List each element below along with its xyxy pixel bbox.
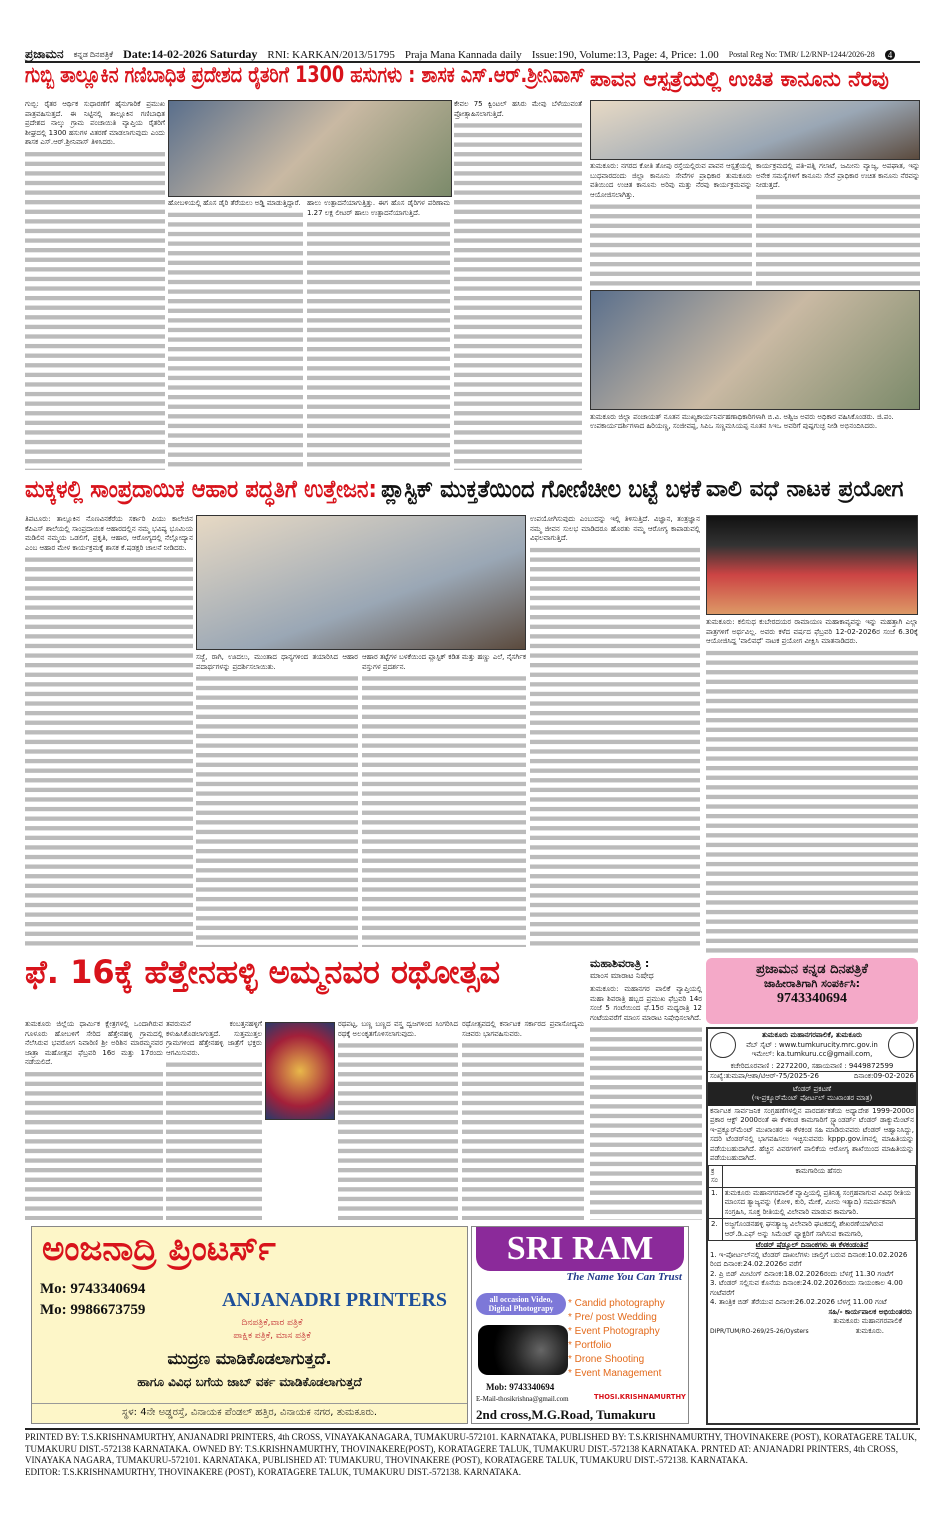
headline-article-1: ಗುಬ್ಬಿ ತಾಲ್ಲೂಕಿನ ಗಣಿಬಾಧಿತ ಪ್ರದೇಶದ ರೈತರಿಗೆ 1300 ಹಸುಗಳು : ಶಾಸಕ ಎಸ್.ಆರ್.ಶ್ರೀನಿವಾಸ್: [25, 63, 586, 88]
article-5-col-2: ತವರುಮನೆ ಕಂಬತ್ತನಹಳ್ಳಿಗೆ ಕಳುಹಿಸಿಕೊಡಲಾಗುತ್ತದೆ. ಸುತ್ತಮುತ್ತಲ ಗ್ರಾಮಗಳಿಂದ ಹೆತ್ತೇನಹಳ್ಳಿ ಜಾತ್ರೆಗೆ ಭಕ್ತರು ಆಗಮಿಸುವರು.: [166, 1020, 262, 1220]
article-1-col-4: ಕೇವಲ 75 ಕ್ವಿಂಟಲ್ ಹಸಿರು ಮೇವು ಬೆಳೆಯುವಂತೆ ಪ್ರೋತ್ಸಾಹಿಸಲಾಗುತ್ತಿದೆ.: [454, 100, 582, 470]
article-3-col-1: ತಿಪಟೂರು: ತಾಲ್ಲೂಕಿನ ನೊಣವಿನಕೆರೆಯ ಸರ್ಕಾರಿ ಪಿಯು ಕಾಲೇಜಿನ ಕೆಪಿಎಸ್ ಶಾಲೆಯಲ್ಲಿ ಸಾಂಪ್ರದಾಯಿಕ ಆಹಾರದಲ್ಲಿನ ನಮ್ಮ ಭವಿಷ್ಯ ಭೂಮಿಯ ಮಡಿಲಿನ ನಮ್ಮಯ ಒಡಲಿಗೆ, ಪ್ರಕೃತಿ, ಆಹಾರ, ಆರೋಗ್ಯದಲ್ಲಿ ನೆಲ್ಲೋದ್ಯಾನ ಎಂಬ ಆಹಾರ ಮೇಳ ಕಾರ್ಯಕ್ರಮಕ್ಕೆ ಶಾಸಕ ಕೆ.ಷಡಕ್ಷರಿ ಚಾಲನೆ ನೀಡಿದರು.: [25, 515, 193, 947]
article-5-col-1: ತುಮಕೂರು ಜಿಲ್ಲೆಯ ಧಾರ್ಮಿಕ ಕ್ಷೇತ್ರಗಳಲ್ಲಿ ಒಂದಾಗಿರುವ ಗೂಳೂರು ಹೋಬಳಿಗೆ ಸೇರಿದ ಹೆತ್ತೇನಹಳ್ಳಿ ಗ್ರಾಮದಲ್ಲಿ ನೆಲೆಸಿರುವ ಭವರೋಗ ನಿವಾರಿಣಿ ಶ್ರೀ ಅರಿಶಿನ ಮಾರಮ್ಮನವರ ಜಾತ್ರಾ ಮಹೋತ್ಸವ ಫೆಬ್ರವರಿ 16ರ ಮತ್ತು 17ರಂದು ನಡೆಯಲಿದೆ.: [25, 1020, 163, 1220]
page-number: 4: [885, 50, 896, 60]
article-2-col-2: ಕಾರ್ಯಕ್ರಮದಲ್ಲಿ ಪತಿ-ಪತ್ನಿ ಗಲಾಟೆ, ಜಮೀನು ವ್ಯಾಜ್ಯ, ಅಪಘಾತ, ಇನ್ನು ಅನೇಕ ಸಮಸ್ಯೆಗಳಿಗೆ ಕಾನೂನು ಸೇವೆ ಪ್ರಾಧಿಕಾರ ಉಚಿತ ಕಾನೂನು ನೆರವನ್ನು ನೀಡುತ್ತದೆ.: [756, 162, 920, 288]
article-1-photo: [168, 100, 452, 197]
masthead-rni: RNI: KARKAN/2013/51795: [267, 48, 395, 61]
tender-table: ಕ್ರ ಸಂ ಕಾಮಗಾರಿಯ ಹೆಸರು 1. ತುಮಕೂರು ಮಹಾನಗರಪಾಲಿಕೆ ವ್ಯಾಪ್ತಿಯಲ್ಲಿ ಪ್ರತಿನಿತ್ಯ ಸಂಗ್ರಹವಾಗುವ ವಿವಿಧ ರೀತಿಯ ಮಾಂಸದ ತ್ಯಾಜ್ಯವನ್ನು (ಕೋಳಿ, ಕುರಿ, ಮೇಕೆ, ಮೀನು ಇತ್ಯಾದಿ) ಸಮರ್ಪಕವಾಗಿ ಸಂಗ್ರಹಿಸಿ, ಸೂಕ್ತ ರೀತಿಯಲ್ಲಿ ವಿಲೇವಾರಿ ಮಾಡುವ ಕಾಮಗಾರಿ. 2. ಅಜ್ಜಗೊಂಡನಹಳ್ಳಿ ಘನತ್ಯಾಜ್ಯ ವಿಲೇವಾರಿ ಘಟಕದಲ್ಲಿ ಶೇಖರಣೆಯಾಗಿರುವ ಆರ್.ಡಿ.ಎಫ್ ಅನ್ನು ಸಿಮೆಂಟ್ ಫ್ಯಾಕ್ಟರಿಗೆ ಸಾಗಿಸುವ ಕಾಮಗಾರಿ,: [708, 1165, 916, 1242]
emblem-icon: [710, 1032, 736, 1058]
article-2-photo-2: [590, 290, 920, 410]
article-3-photo: [196, 515, 526, 650]
advertise-contact-ad: ಪ್ರಜಾಮನ ಕನ್ನಡ ದಿನಪತ್ರಿಕೆ ಜಾಹೀರಾತಿಗಾಗಿ ಸಂಪರ್ಕಿಸಿ: 9743340694: [706, 958, 918, 1024]
article-5-photo: [265, 1022, 335, 1120]
anjanadri-printers-ad: ಅಂಜನಾದ್ರಿ ಪ್ರಿಂಟರ್ಸ್ Mo: 9743340694 Mo: 9986673759 ANJANADRI PRINTERS ದಿನಪತ್ರಿಕೆ,ವಾರ ಪತ್ರಿಕೆ ಪಾಕ್ಷಿಕ ಪತ್ರಿಕೆ, ಮಾಸ ಪತ್ರಿಕೆ ಮುದ್ರಣ ಮಾಡಿಕೊಡಲಾಗುತ್ತದೆ. ಹಾಗೂ ವಿವಿಧ ಬಗೆಯ ಜಾಬ್ ವರ್ಕ ಮಾಡಿಕೊಡಲಾಗುತ್ತದೆ ಸ್ಥಳ: 4ನೇ ಅಡ್ಡರಸ್ತೆ, ವಿನಾಯಕ ಪೆಂಡಲ್ ಹತ್ತಿರ, ವಿನಾಯಕ ನಗರ, ತುಮಕೂರು.: [31, 1226, 468, 1424]
masthead-tag: ಕನ್ನಡ ದಿನಪತ್ರಿಕೆ: [73, 49, 114, 59]
article-3-col-3: ಆಹಾರ ತಟ್ಟೆಗಳ ಬಳಕೆಯಿಂದ ಪ್ಲಾಸ್ಟಿಕ್ ಕಡಿತ ಮತ್ತು ಹಣ್ಣು ಎಲೆ, ನೈಸರ್ಗಿಕ ವಸ್ತುಗಳ ಪ್ರದರ್ಶನ.: [362, 653, 526, 947]
headline-article-3: ಮಕ್ಕಳಲ್ಲಿ ಸಾಂಪ್ರದಾಯಿಕ ಆಹಾರ ಪದ್ಧತಿಗೆ ಉತ್ತೇಜನ: ಪ್ಲಾಸ್ಟಿಕ್ ಮುಕ್ತತೆಯಿಂದ ಗೋಣಿಚೀಲ ಬಟ್ಟೆ ಬಳಕೆ: [25, 475, 702, 503]
masthead-date: Date:14-02-2026 Saturday: [123, 47, 258, 61]
article-2-photo-1: [590, 100, 920, 160]
article-6-heading: ಮಹಾಶಿವರಾತ್ರಿ : ಮಾಂಸ ಮಾರಾಟ ನಿಷೇಧ: [590, 957, 654, 980]
article-2-col-1: ತುಮಕೂರು: ನಗರದ ಕೋತಿ ತೋಪು ರಸ್ತೆಯಲ್ಲಿರುವ ಪಾವನ ಆಸ್ಪತ್ರೆಯಲ್ಲಿ ಬುಧವಾರದಂದು ಜಿಲ್ಲಾ ಕಾನೂನು ಸೇವೆಗಳ ಪ್ರಾಧಿಕಾರ ತುಮಕೂರು ವತಿಯಿಂದ ಉಚಿತ ಕಾನೂನು ಅರಿವು ಮತ್ತು ನೆರವು ಕಾರ್ಯಕ್ರಮವನ್ನು ಆಯೋಜಿಸಲಾಗಿತ್ತು.: [590, 162, 752, 288]
article-1-col-1: ಗುಬ್ಬಿ: ರೈತರ ಆರ್ಥಿಕ ಸುಧಾರಣೆಗೆ ಹೈನುಗಾರಿಕೆ ಪ್ರಮುಖ ಪಾತ್ರವಹಿಸುತ್ತದೆ. ಈ ನಿಟ್ಟಿನಲ್ಲಿ ತಾಲ್ಲೂಕಿನ ಗಣಿಬಾಧಿತ ಪ್ರದೇಶದ ನಾಲ್ಕು ಗ್ರಾಮ ಪಂಚಾಯಿತಿ ವ್ಯಾಪ್ತಿಯ ರೈತರಿಗೆ ಶೀಘ್ರದಲ್ಲಿ 1300 ಹಸುಗಳ ವಿತರಣೆ ಮಾಡಲಾಗುವುದು ಎಂದು ಶಾಸಕ ಎಸ್.ಆರ್.ಶ್ರೀನಿವಾಸ್ ತಿಳಿಸಿದರು.: [25, 100, 165, 470]
article-1-col-2: ಹೋಬಳಿಯಲ್ಲಿ ಹೊಸ ಡೈರಿ ತೆರೆಯಲು ಅಡ್ಡಿ ಮಾಡುತ್ತಿದ್ದಾರೆ.: [168, 199, 303, 470]
masthead: [25, 47, 920, 63]
headline-article-4: ವಾಲಿ ವಧೆ ನಾಟಕ ಪ್ರಯೋಗ: [706, 477, 904, 502]
masthead-logo: ಪ್ರಜಾಮನ: [25, 47, 64, 61]
article-6-text: ತುಮಕೂರು: ಮಹಾನಗರ ಪಾಲಿಕೆ ವ್ಯಾಪ್ತಿಯಲ್ಲಿ ಮಹಾ ಶಿವರಾತ್ರಿ ಹಬ್ಬದ ಪ್ರಮುಖ ಫೆಬ್ರವರಿ 14ರ ಸಂಜೆ 5 ಗಂಟೆಯಿಂದ ಫೆ.15ರ ಮಧ್ಯರಾತ್ರಿ 12 ಗಂಟೆಯವರೆಗೆ ಮಾಂಸ ಮಾರಾಟ ನಿಷೇಧಿಸಲಾಗಿದೆ.: [590, 985, 702, 1220]
article-2-caption: ತುಮಕೂರು ಜಿಲ್ಲಾ ಪಂಚಾಯತ್ ನೂತನ ಮುಖ್ಯಕಾರ್ಯನಿರ್ವಹಣಾಧಿಕಾರಿಗಳಾಗಿ ಬಿ.ವಿ. ಅಶ್ವಿಜ ಅವರು ಅಧಿಕಾರ ವಹಿಸಿಕೊಂಡರು. ಜಿ.ಪಂ. ಉಪಕಾರ್ಯದರ್ಶಿಗಳಾದ ಹಿರಿಯಣ್ಣ, ಸಂಜೀವಪ್ಪ, ಸಿಪಿಒ ಸಣ್ಣಮಸಿಯಪ್ಪ ನೂತನ ಸಿಇಒ ಅವರಿಗೆ ಪುಷ್ಪಗುಚ್ಛ ನೀಡಿ ಅಭಿನಂದಿಸಿದರು.: [590, 413, 920, 468]
tender-notice: ತುಮಕೂರು ಮಹಾನಗರಪಾಲಿಕೆ, ತುಮಕೂರು ವೆಬ್ ಸೈಟ್ : www.tumkurucity.mrc.gov.in ಇಮೇಲ್: ka.tumkuru.cc@gmail.com, ಕಚೇರಿದೂರವಾಣಿ : 2272200, ಸಹಾಯವಾಣಿ : 9449872599 ಸಂಖ್ಯೆ:ತುಮಪಾ/ಆಶಾ/ಟಿಆರ್-75/2025-26 ದಿನಾಂಕ:09-02-2026 ಟೆಂಡರ್ ಪ್ರಕಟಣೆ (ಇ-ಪ್ರಕ್ಯೂರ್‌ಮೆಂಟ್ ಪೋರ್ಟಲ್ ಮುಖಾಂತರ ಮಾತ್ರ) ಕರ್ನಾಟಕ ಸಾರ್ವಜನಿಕ ಸಂಗ್ರಹಣೆಗಳಲ್ಲಿನ ಪಾರದರ್ಶಕತೆಯ ಅಧ್ಯಾದೇಶ 1999-2000ರ ಪ್ರಕಾರ ಆಕ್ಟ್ 2000ರಂತೆ ಈ ಕೆಳಕಂಡ ಕಾಮಗಾರಿಗೆ ಸ್ಟ್ಯಾಂಡರ್ಡ್ ಟೆಂಡರ್ ಡಾಕ್ಯುಮೆಂಟ್‌ನ ಇ-ಪ್ರಕ್ಯೂರ್‌ಮೆಂಟ್ ಮುಖಾಂತರ ಈ ಕೆಳಕಂಡ ಸಹಿ ಮಾಡಿರುವವರು ಟೆಂಡರ್ ಆಹ್ವಾನಿಸಿದ್ದು, ಸದರಿ ಟೆಂಡರ್‌ನಲ್ಲಿ ಭಾಗವಹಿಸಲು ಇಚ್ಛಿಸುವವರು kppp.gov.inನಲ್ಲಿ ಮಾಹಿತಿಯನ್ನು ಪಡೆಯಬಹುದಾಗಿದೆ. ಹೆಚ್ಚಿನ ವಿವರಗಳಿಗೆ ಪಾಲಿಕೆಯ ಆರೋಗ್ಯ ಶಾಖೆಯಿಂದ ಮಾಹಿತಿಯನ್ನು ಪಡೆಯಬಹುದಾಗಿದೆ. ಕ್ರ ಸಂ ಕಾಮಗಾರಿಯ ಹೆಸರು 1. ತುಮಕೂರು ಮಹಾನಗರಪಾಲಿಕೆ ವ್ಯಾಪ್ತಿಯಲ್ಲಿ ಪ್ರತಿನಿತ್ಯ ಸಂಗ್ರಹವಾಗುವ ವಿವಿಧ ರೀತಿಯ ಮಾಂಸದ ತ್ಯಾಜ್ಯವನ್ನು (ಕೋಳಿ, ಕುರಿ, ಮೇಕೆ, ಮೀನು ಇತ್ಯಾದಿ) ಸಮರ್ಪಕವಾಗಿ ಸಂಗ್ರಹಿಸಿ, ಸೂಕ್ತ ರೀತಿಯಲ್ಲಿ ವಿಲೇವಾರಿ ಮಾಡುವ ಕಾಮಗಾರಿ. 2. ಅಜ್ಜಗೊಂಡನಹಳ್ಳಿ ಘನತ್ಯಾಜ್ಯ ವಿಲೇವಾರಿ ಘಟಕದಲ್ಲಿ ಶೇಖರಣೆಯಾಗಿರುವ ಆರ್.ಡಿ.ಎಫ್ ಅನ್ನು ಸಿಮೆಂಟ್ ಫ್ಯಾಕ್ಟರಿಗೆ ಸಾಗಿಸುವ ಕಾಮಗಾರಿ, ಟೆಂಡರ್ ಷೆಡ್ಯೂಲ್ ದಿನಾಂಕಗಳು ಈ ಕೆಳಕಂಡಂತಿವೆ 1. ಇ-ಪೋರ್ಟಲ್‌ನಲ್ಲಿ ಟೆಂಡರ್ ದಾಖಲೆಗಳು ಚಾಲ್ತಿಗೆ ಬರುವ ದಿನಾಂಕ:10.02.2026 ರಿಂದ ದಿನಾಂಕ:24.02.2026ರ ವರೆಗೆ 2. ಪ್ರಿ ಬಿಡ್ ಮೀಟಿಂಗ್ ದಿನಾಂಕ:18.02.2026ರಂದು ಬೆಳಗ್ಗೆ 11.30 ಗಂಟೆಗೆ 3. ಟೆಂಡರ್ ಸಲ್ಲಿಸುವ ಕೊನೆಯ ದಿನಾಂಕ:24.02.2026ರಂದು ಸಾಯಂಕಾಲ 4.00 ಗಂಟೆವರೆಗೆ 4. ತಾಂತ್ರಿಕ ಬಿಡ್ ತೆರೆಯುವ ದಿನಾಂಕ:26.02.2026 ಬೆಳಗ್ಗೆ 11.00 ಗಂಟೆ ಸಹಿ/- ಕಾರ್ಯಪಾಲಕ ಅಭಿಯಂತರರು ತುಮಕೂರು ಮಹಾನಗರಪಾಲಿಕೆ DIPR/TUM/RO-269/25-26/Oysters ತುಮಕೂರು.: [706, 1027, 918, 1425]
headline-article-5: ಫೆ. 16ಕ್ಕೆ ಹೆತ್ತೇನಹಳ್ಳಿ ಅಮ್ಮನವರ ರಥೋತ್ಸವ: [25, 953, 501, 991]
camera-icon: [478, 1325, 568, 1375]
seal-icon: [888, 1032, 914, 1058]
article-4-text: ತುಮಕೂರು: ಕಲಿಸುಧ ಕುಬೇರದಯರ ರಾಮಾಯಣ ಮಹಾಕಾವ್ಯವನ್ನು ಇನ್ನು ಮಹತ್ತಾಗಿ ಎಲ್ಲಾ ಪಾತ್ರಗಳಿಗೆ ಅರ್ಥವಿಲ್ಲ. ಅವರು ಕಳೆದ ವರ್ಷದ ಫೆಬ್ರವರಿ 12-02-2026ರ ಸಂಜೆ 6.30ಕ್ಕೆ ಆಯೋಜಿಸಿದ್ದ 'ವಾಲಿವಧೆ' ನಾಟಕ ಪ್ರಯೋಗ ವೀಕ್ಷಿಸಿ ಮಾತನಾಡಿದರು.: [706, 618, 918, 953]
imprint-footer: PRINTED BY: T.S.KRISHNAMURTHY, ANJANADRI PRINTERS, 4th CROSS, VINAYAKANAGARA, TUMAKURU-572101. KARNATAKA, PUBLISHED BY: T.S.KRISHNAMURTHY, THOVINAKERE (POST), KORATAGERE TALUK, TUMAKURU DIST.-572138 KARNATAKA. OWNED BY: T.S.KRISHNAMURTHY, THOVINAKERE(POST), KORATAGERE TALUK, TUMAKURU DIST.-572138 KARNATAKA. PRNTED AT: ANJANADRI PRINTERS, 4th CROSS, VINAYAKA NAGARA, TUMAKURU-572101. KARNATAKA, PUBLISHED AT: TUMAKURU, THOVINAKERE (POST), KORATAGERE TALUK, TUMAKURU DIST.-572138. KARNATAKA. EDITOR: T.S.KRISHNAMURTHY, THOVINAKERE (POST), KORATAGERE TALUK, TUMAKURU DIST.-572138. KARNATAKA.: [25, 1428, 920, 1478]
article-1-col-3: ಹಾಲು ಉತ್ಪಾದನೆಯಾಗುತ್ತಿತ್ತು. ಈಗ ಹೊಸ ಡೈರಿಗಳ ಪರಿಣಾಮ 1.27 ಲಕ್ಷ ಲೀಟರ್ ಹಾಲು ಉತ್ಪಾದನೆಯಾಗುತ್ತಿದೆ.: [307, 199, 450, 470]
masthead-issue: Issue:190, Volume:13, Page: 4, Price: 1.00: [531, 48, 719, 61]
masthead-name: Praja Mana Kannada daily: [404, 48, 522, 61]
article-5-col-3: ರಥಪಟ್ಟ, ಬಣ್ಣ ಬಣ್ಣದ ವಸ್ತ್ರ ದ್ವಜಗಳಿಂದ ಸಿಂಗರಿಸಿದ ರಥಕ್ಕೆ ಅಲಂಕೃತಗೊಳಿಸಲಾಗುವುದು.: [338, 1020, 458, 1220]
masthead-postal: Postal Reg No: TMR/ L2/RNP-1244/2026-28: [728, 50, 875, 59]
article-3-col-2: ಸಜ್ಜೆ, ರಾಗಿ, ಊದಲು, ಮುಂತಾದ ಧಾನ್ಯಗಳಿಂದ ತಯಾರಿಸಿದ ಆಹಾರ ಪದಾರ್ಥಗಳನ್ನು ಪ್ರದರ್ಶಿಸಲಾಯಿತು.: [196, 653, 358, 947]
article-5-col-4: ರಥೋತ್ಸವದಲ್ಲಿ ಕರ್ನಾಟಕ ಸರ್ಕಾರದ ಪ್ರವಾಸೋದ್ಯಮ ಸಚಿವರು ಭಾಗವಹಿಸುವರು.: [462, 1020, 584, 1220]
headline-article-2: ಪಾವನ ಆಸ್ಪತ್ರೆಯಲ್ಲಿ ಉಚಿತ ಕಾನೂನು ನೆರವು: [590, 67, 889, 91]
article-3-col-4: ಉಪಯೋಗಿಸುವುದು ಎಂಬುದನ್ನು ಇಲ್ಲಿ ತಿಳಿಸುತ್ತಿದೆ. ವಿಜ್ಞಾನ, ತಂತ್ರಜ್ಞಾನ ನಮ್ಮ ಜೀವನ ಸುಲಭ ಮಾಡಿದರೂ ಹೊರತು ನಮ್ಮ ಆರೋಗ್ಯ ಕಾಪಾಡುವಲ್ಲಿ ವಿಫಲವಾಗುತ್ತಿದೆ.: [530, 515, 700, 950]
sri-ram-studio-ad: SRI RAM The Name You Can Trust all occasion Video, Digital Photograpy * Candid photography * Pre/ post Wedding * Event Photography * Portfolio * Drone Shooting * Event Management Mob: 9743340694 E-Mail-thosikrishna@gmail.com THOSI.KRISHNAMURTHY 2nd cross,M.G.Road, Tumakuru: [471, 1226, 689, 1424]
article-4-photo: [706, 515, 918, 615]
